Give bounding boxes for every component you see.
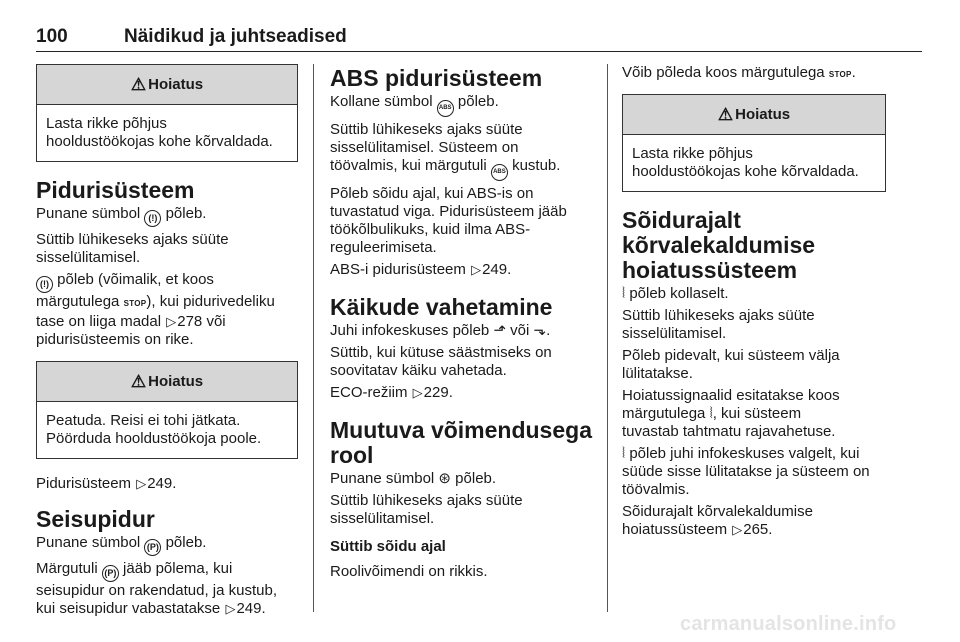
abs-icon: ABS (491, 164, 508, 181)
paragraph (622, 347, 886, 383)
shift-down-icon: ⬎ (533, 322, 547, 339)
text: töökõlbulikuks, kuid ilma ABS- (330, 221, 531, 238)
heading-line: Sõidurajalt (622, 207, 741, 233)
text: hoiatussüsteem (622, 521, 728, 538)
text: Juhi infokeskuses põleb (330, 322, 490, 339)
text: reguleerimiseta. (330, 239, 437, 256)
text: sisselülitamisel. Süsteem on (330, 139, 519, 156)
warning-triangle-icon: ⚠ (717, 104, 734, 124)
text: sisselülitamisel. (36, 249, 141, 266)
text: või (206, 313, 226, 330)
warning-body (623, 135, 885, 191)
text: ABS-i pidurisüsteem (330, 261, 466, 278)
text: põleb kollaselt. (629, 285, 729, 302)
warning-text: Lasta rikke põhjus (632, 145, 753, 162)
text: märgutulega (622, 405, 706, 422)
text: Sõidurajalt kõrvalekaldumise (622, 503, 813, 520)
text: ), kui pidurivedeliku (146, 293, 275, 310)
text: Süttib, kui kütuse säästmiseks on (330, 344, 552, 361)
brake-warning-icon: (!) (36, 276, 53, 293)
text: Süttib lühikeseks ajaks süüte (622, 307, 815, 324)
page-reference[interactable]: 265. (743, 521, 773, 538)
text: või (510, 322, 530, 339)
sub-heading: Süttib sõidu ajal (330, 538, 446, 555)
paragraph (330, 344, 592, 380)
page-reference[interactable]: 249. (236, 600, 266, 617)
text: põleb. (457, 93, 499, 110)
warning-text: Lasta rikke põhjus (46, 115, 167, 132)
warning-text: hooldustöökojas kohe kõrvaldada. (632, 163, 859, 180)
warning-text: hooldustöökojas kohe kõrvaldada. (46, 133, 273, 150)
stop-icon: STOP (828, 70, 852, 79)
text: sisselülitamisel. (330, 510, 435, 527)
paragraph (36, 475, 298, 493)
paragraph (622, 445, 886, 499)
watermark: carmanualsonline.info (680, 613, 897, 635)
text: põleb juhi infokeskuses valgelt, kui (629, 445, 860, 462)
warning-box (36, 64, 298, 162)
warning-triangle-icon: ⚠ (130, 74, 147, 94)
paragraph: Võib põleda koos märgutulega STOP. (622, 64, 856, 81)
text: põleb. (165, 205, 207, 222)
section-heading-parking-brake: Seisupidur (36, 506, 155, 532)
parking-brake-icon: (P) (144, 539, 161, 556)
page-reference[interactable]: 249. (147, 475, 177, 492)
text: Hoiatussignaalid esitatakse koos (622, 387, 840, 404)
page-ref-arrow-icon: ▷ (732, 522, 743, 537)
text: soovitatav käiku vahetada. (330, 362, 507, 379)
text: Kollane sümbol (330, 93, 433, 110)
warning-title: Hoiatus (148, 373, 204, 390)
heading-line: kõrvalekaldumise (622, 232, 816, 258)
paragraph (36, 560, 298, 618)
paragraph (330, 261, 592, 279)
abs-icon: ABS (437, 100, 454, 117)
text: kui seisupidur vabastatakse (36, 600, 221, 617)
paragraph: Juhi infokeskuses põleb ⬏ või ⬎. (330, 322, 551, 339)
text: ECO-režiim (330, 384, 408, 401)
text: Punane sümbol (330, 470, 435, 487)
text: Süttib lühikeseks ajaks süüte (330, 121, 523, 138)
page-header (36, 24, 922, 52)
paragraph (330, 470, 592, 488)
text: tuvastatud viga. Pidurisüsteem jääb (330, 203, 567, 220)
text: Süttib lühikeseks ajaks süüte (330, 492, 523, 509)
text: põleb. (455, 470, 497, 487)
paragraph (622, 285, 886, 303)
page-reference[interactable]: 249. (482, 261, 512, 278)
text: põleb (võimalik, et koos (57, 271, 214, 288)
text: Punane sümbol (36, 534, 141, 551)
heading-line: Muutuva võimendusega (330, 417, 592, 443)
text: seisupidur on rakendatud, ja kustub, (36, 582, 277, 599)
text: tase on liiga madal (36, 313, 162, 330)
section-heading-gear-shift: Käikude vahetamine (330, 294, 553, 320)
warning-header (37, 65, 297, 105)
warning-text: Pöörduda hooldustöökoja poole. (46, 430, 262, 447)
paragraph (36, 271, 298, 349)
warning-title: Hoiatus (735, 106, 791, 123)
paragraph (330, 93, 592, 117)
text: Põleb pidevalt, kui süsteem välja (622, 347, 840, 364)
text: Pidurisüsteem (36, 475, 132, 492)
text: pidurisüsteemis on rike. (36, 331, 194, 348)
parking-brake-icon: (P) (102, 565, 119, 582)
text: Märgutuli (36, 560, 98, 577)
text: lülitatakse. (622, 365, 693, 382)
page-number: 100 (36, 26, 68, 47)
text: töövalmis. (622, 481, 690, 498)
section-heading-power-steering (330, 418, 592, 468)
text: , kui süsteem (712, 405, 802, 422)
text: jääb põlema, kui (123, 560, 233, 577)
steering-wheel-icon: ⊛ (438, 470, 451, 487)
lane-departure-icon: ⦚ (622, 445, 626, 462)
paragraph (330, 121, 592, 181)
paragraph (330, 185, 592, 257)
section-heading-brake: Pidurisüsteem (36, 177, 195, 203)
paragraph (622, 503, 886, 539)
text: Punane sümbol (36, 205, 141, 222)
text: Põleb sõidu ajal, kui ABS-is on (330, 185, 534, 202)
text: märgutulega (36, 293, 120, 310)
brake-warning-icon: (!) (144, 210, 161, 227)
page-ref-arrow-icon: ▷ (225, 601, 236, 616)
paragraph (330, 384, 592, 402)
column-2 (330, 64, 592, 585)
page-reference[interactable]: 278 (177, 313, 203, 330)
page-ref-arrow-icon: ▷ (471, 262, 482, 277)
column-3 (622, 64, 886, 543)
column-divider (313, 64, 314, 612)
stop-icon: STOP (123, 299, 147, 308)
warning-box (622, 94, 886, 192)
column-1 (36, 64, 298, 622)
heading-line: rool (330, 442, 374, 468)
text: kustub. (512, 157, 561, 174)
text: tuvastab tahtmatu rajavahetuse. (622, 423, 836, 440)
paragraph (36, 231, 298, 267)
warning-title: Hoiatus (148, 76, 204, 93)
lane-departure-icon: ⦚ (709, 405, 713, 422)
warning-box (36, 361, 298, 459)
heading-line: hoiatussüsteem (622, 257, 798, 283)
text: Süttib lühikeseks ajaks süüte (36, 231, 229, 248)
warning-header (623, 95, 885, 135)
paragraph (36, 205, 298, 227)
section-heading-abs: ABS pidurisüsteem (330, 65, 543, 91)
text: Võib põleda koos märgutulega (622, 64, 825, 81)
text: süüde sisse lülitatakse ja süsteem on (622, 463, 870, 480)
page-ref-arrow-icon: ▷ (166, 314, 177, 329)
text: töövalmis, kui märgutuli (330, 157, 487, 174)
paragraph (622, 307, 886, 343)
paragraph (622, 387, 886, 441)
paragraph (36, 534, 298, 556)
page-ref-arrow-icon: ▷ (136, 476, 147, 491)
shift-up-icon: ⬏ (493, 322, 506, 339)
warning-header (37, 362, 297, 402)
lane-departure-icon: ⦚ (622, 285, 626, 302)
warning-text: Peatuda. Reisi ei tohi jätkata. (46, 412, 241, 429)
paragraph: Roolivõimendi on rikkis. (330, 563, 488, 580)
page-ref-arrow-icon: ▷ (412, 385, 423, 400)
section-heading-lane-departure (622, 208, 886, 283)
page-reference[interactable]: 229. (423, 384, 453, 401)
warning-body (37, 402, 297, 458)
text: sisselülitamisel. (622, 325, 727, 342)
warning-body (37, 105, 297, 161)
warning-triangle-icon: ⚠ (130, 371, 147, 391)
chapter-title: Näidikud ja juhtseadised (124, 26, 347, 47)
paragraph (330, 492, 592, 528)
column-divider (607, 64, 608, 612)
text: põleb. (165, 534, 207, 551)
